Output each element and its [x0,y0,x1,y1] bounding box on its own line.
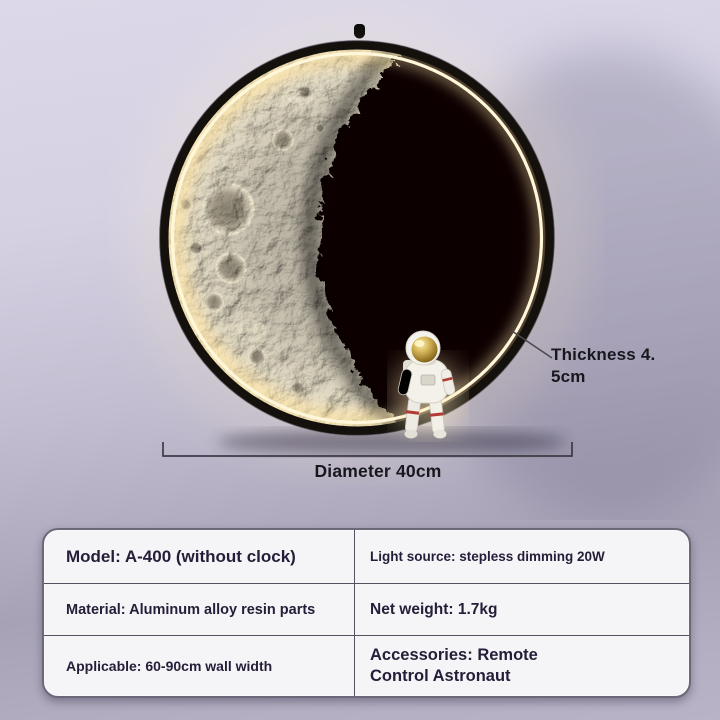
moon-crater-small [298,85,312,99]
moon-crater-small [272,129,294,151]
moon-crater-medium [215,252,247,284]
astronaut-visor [412,337,438,363]
spec-cell-light-source: Light source: stepless dimming 20W [355,530,689,584]
spec-cell-model: Model: A-400 (without clock) [44,530,355,584]
spec-table [42,528,691,698]
spec-cell-net-weight: Net weight: 1.7kg [355,584,689,636]
spec-cell-accessories: Accessories: Remote Control Astronaut [370,645,538,685]
spec-cell-material: Material: Aluminum alloy resin parts [44,584,355,636]
astronaut-visor-highlight [415,340,425,347]
thickness-annotation-line2: 5cm [551,367,586,386]
thickness-annotation [551,344,701,388]
diameter-annotation: Diameter 40cm [314,461,442,481]
moon-crater-small [315,123,325,133]
moon-crater-large [201,182,255,236]
moon-crater-small [189,241,203,255]
thickness-annotation-line1: Thickness 4. [551,345,656,364]
moon-crater-small [248,348,266,366]
moon-crater-small [204,292,224,312]
astronaut-chest-panel [421,375,435,385]
moon-crater-small [291,381,305,395]
mount-knob-icon [354,24,365,39]
spec-cell-applicable: Applicable: 60-90cm wall width [44,636,355,696]
